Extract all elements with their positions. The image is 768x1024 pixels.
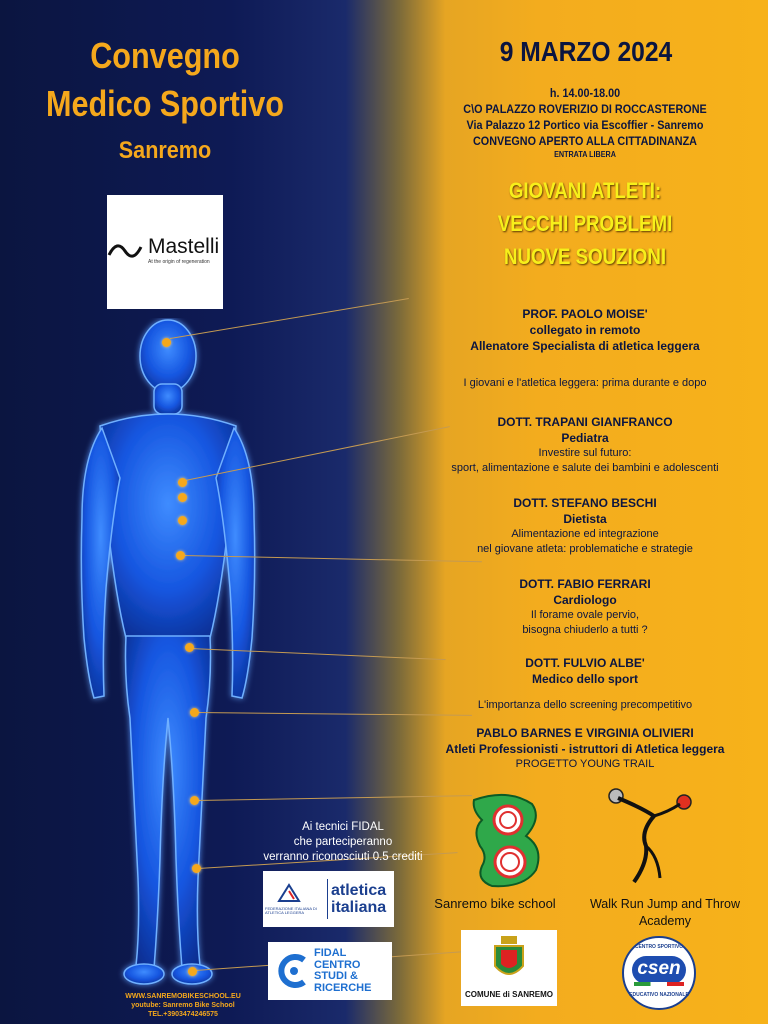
speaker-topic: L'importanza dello screening precompetitivo bbox=[477, 699, 693, 711]
speaker-topic: Alimentazione ed integrazione bbox=[511, 528, 659, 541]
speaker-topic: Investire sul futuro: bbox=[538, 447, 632, 460]
slogan-line-2: VECCHI PROBLEMI bbox=[497, 211, 673, 236]
sanremo-bike-school-logo-icon bbox=[468, 790, 548, 890]
speaker-name: DOTT. FULVIO ALBE' bbox=[525, 656, 645, 670]
fidal-centro-studi-logo bbox=[268, 942, 392, 1000]
body-point-dot bbox=[190, 708, 199, 717]
body-point-dot bbox=[188, 967, 197, 976]
csen-bottom-text: EDUCATIVO NAZIONALE bbox=[629, 992, 689, 998]
walk-run-label-line-2: Academy bbox=[638, 913, 692, 928]
fidal-line-1: FIDAL bbox=[314, 947, 347, 959]
event-venue: C\O PALAZZO ROVERIZIO DI ROCCASTERONE bbox=[463, 102, 707, 116]
speaker-topic: Il forame ovale pervio, bbox=[530, 609, 640, 622]
speaker-block-1 bbox=[400, 306, 768, 355]
event-time: h. 14.00-18.00 bbox=[549, 86, 621, 100]
body-point-dot bbox=[192, 864, 201, 873]
title-city: Sanremo bbox=[118, 137, 212, 164]
speaker-block-2 bbox=[400, 414, 768, 476]
speaker-block-6 bbox=[400, 725, 768, 772]
csen-logo bbox=[622, 936, 696, 1010]
speaker-name: DOTT. FABIO FERRARI bbox=[519, 577, 651, 591]
speaker-role: Allenatore Specialista di atletica leggera bbox=[470, 339, 700, 354]
speaker-block-5 bbox=[400, 655, 768, 687]
walk-run-label-line-1: Walk Run Jump and Throw bbox=[589, 897, 741, 911]
speaker-role: Medico dello sport bbox=[531, 672, 638, 687]
mastelli-tagline: At the origin of regeneration bbox=[148, 259, 210, 265]
speaker-topic-5 bbox=[400, 698, 768, 713]
footer-youtube: youtube: Sanremo Bike School bbox=[131, 1002, 235, 1010]
speaker-name: PROF. PAOLO MOISE' bbox=[522, 307, 648, 321]
fidal-line-3: STUDI & bbox=[314, 970, 358, 983]
speaker-role: Cardiologo bbox=[553, 593, 617, 608]
footer-site: WWW.SANREMOBIKESCHOOL.EU bbox=[125, 993, 241, 1000]
speaker-role: Atleti Professionisti - istruttori di Atletica leggera bbox=[445, 742, 725, 757]
speaker-name: DOTT. TRAPANI GIANFRANCO bbox=[497, 415, 673, 429]
body-point-dot bbox=[178, 493, 187, 502]
csen-name: csen bbox=[637, 958, 681, 979]
speaker-role: collegato in remoto bbox=[529, 323, 641, 338]
speaker-topic: PROGETTO YOUNG TRAIL bbox=[515, 758, 655, 771]
body-point-dot bbox=[162, 338, 171, 347]
fidal-triangle-icon bbox=[277, 883, 301, 903]
fidal-swirl-icon bbox=[274, 952, 310, 990]
atletica-italiana-logo bbox=[263, 871, 394, 927]
speaker-role: Pediatra bbox=[561, 431, 609, 446]
body-point-dot bbox=[178, 516, 187, 525]
csen-flag-stripe bbox=[634, 982, 684, 986]
slogan-line-1: GIOVANI ATLETI: bbox=[508, 178, 662, 203]
fidal-centro-text bbox=[314, 948, 371, 994]
speaker-role: Dietista bbox=[563, 512, 607, 527]
mastelli-name: Mastelli bbox=[148, 235, 220, 258]
atletica-word: atletica bbox=[331, 882, 387, 899]
fidal-credits-note bbox=[228, 820, 458, 865]
italiana-word: italiana bbox=[331, 899, 387, 916]
bike-school-label: Sanremo bike school bbox=[434, 896, 556, 911]
comune-sanremo-logo bbox=[461, 930, 557, 1006]
fidal-note-line-3: verranno riconosciuti 0.5 crediti bbox=[263, 850, 423, 863]
slogan bbox=[428, 174, 743, 273]
speaker-topic-1 bbox=[400, 376, 768, 391]
body-point-dot bbox=[190, 796, 199, 805]
fidal-line-4: RICERCHE bbox=[314, 981, 372, 994]
body-point-dot bbox=[185, 643, 194, 652]
event-entry: ENTRATA LIBERA bbox=[554, 150, 616, 159]
atletica-fed-name: FEDERAZIONE ITALIANA DI ATLETICA LEGGERA bbox=[265, 906, 317, 916]
speaker-topic: sport, alimentazione e salute dei bambini e adolescenti bbox=[451, 462, 719, 475]
speaker-topic: nel giovane atleta: problematiche e strategie bbox=[477, 543, 693, 556]
title-line-1: Convegno bbox=[90, 35, 240, 76]
speaker-block-3 bbox=[400, 495, 768, 557]
fidal-line-2: CENTRO bbox=[314, 958, 361, 971]
slogan-line-3: NUOVE SOUZIONI bbox=[503, 244, 667, 269]
fidal-note-line-2: che parteciperanno bbox=[293, 835, 393, 848]
event-date: 9 MARZO 2024 bbox=[499, 36, 673, 67]
coat-of-arms-icon bbox=[491, 936, 527, 984]
csen-top-text: CENTRO SPORTIVO bbox=[634, 944, 684, 950]
walk-run-label bbox=[570, 896, 760, 930]
comune-label: COMUNE di SANREMO bbox=[465, 990, 553, 999]
title-line-2: Medico Sportivo bbox=[45, 83, 285, 124]
footer-tel: TEL.+3903474246575 bbox=[148, 1011, 218, 1019]
atletica-divider bbox=[327, 879, 328, 919]
speaker-name: DOTT. STEFANO BESCHI bbox=[513, 496, 657, 510]
speaker-topic: I giovani e l'atletica leggera: prima durante e dopo bbox=[463, 377, 707, 389]
body-point-dot bbox=[178, 478, 187, 487]
walk-run-jump-throw-logo-icon bbox=[604, 786, 696, 886]
speaker-block-4 bbox=[400, 576, 768, 638]
event-address: Via Palazzo 12 Portico via Escoffier - Sanremo bbox=[466, 118, 704, 132]
footer-contacts bbox=[113, 992, 253, 1019]
event-open: CONVEGNO APERTO ALLA CITTADINANZA bbox=[472, 134, 697, 148]
speaker-name: PABLO BARNES E VIRGINIA OLIVIERI bbox=[476, 726, 694, 740]
fidal-note-line-1: Ai tecnici FIDAL bbox=[302, 821, 384, 833]
speaker-topic: bisogna chiuderlo a tutti ? bbox=[522, 624, 648, 637]
body-point-dot bbox=[176, 551, 185, 560]
